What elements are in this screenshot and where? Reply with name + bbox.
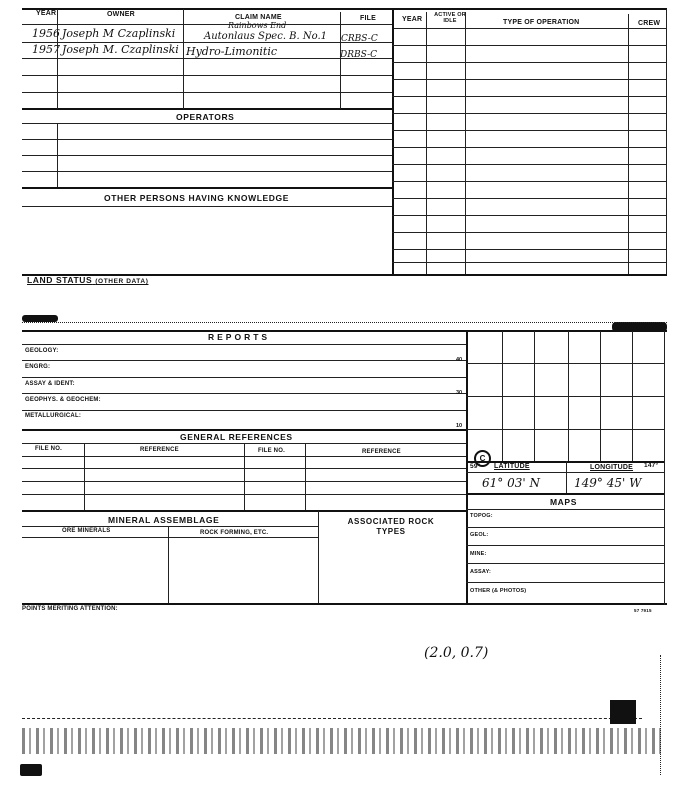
grid-line <box>466 396 664 397</box>
torn-edge <box>22 322 667 323</box>
row-line <box>392 249 667 250</box>
right-border <box>666 9 667 276</box>
land-status-heading <box>27 275 148 285</box>
ref-reference-1: REFERENCE <box>140 447 179 453</box>
row-line <box>466 472 664 473</box>
ref-file-no-1: FILE NO. <box>35 446 62 452</box>
header-rule-left <box>22 24 392 25</box>
col-divider <box>318 511 319 604</box>
entry-1-owner: Joseph M Czaplinski <box>62 27 176 40</box>
entry-1-claim-above: Rainbows End <box>228 21 287 30</box>
row-line <box>392 198 667 199</box>
row-line <box>22 360 466 361</box>
report-engrg: ENGRG: <box>25 364 51 370</box>
ref-reference-2: REFERENCE <box>362 449 401 455</box>
maps-geol: GEOL: <box>470 532 489 538</box>
report-metallurgical: METALLURGICAL: <box>25 413 82 419</box>
row-line <box>22 510 466 512</box>
row-line <box>22 187 392 189</box>
grid-line <box>466 363 664 364</box>
entry-2-owner: Joseph M. Czaplinski <box>62 43 179 56</box>
col-divider <box>628 14 629 274</box>
longitude-value: 149° 45' W <box>574 476 642 490</box>
row-line <box>392 181 667 182</box>
row-line <box>22 393 466 394</box>
form-number: 57 7915 <box>634 608 652 613</box>
scan-blot <box>610 700 636 724</box>
land-status-label: LAND STATUS <box>27 275 93 285</box>
row-line <box>392 147 667 148</box>
longitude-suffix: 147° <box>644 462 659 469</box>
row-line <box>392 113 667 114</box>
row-line <box>466 509 664 510</box>
scan-edge <box>22 718 642 719</box>
ref-file-no-2: FILE NO. <box>258 448 285 454</box>
maps-topog: TOPOG: <box>470 513 493 519</box>
maps-other: OTHER (& PHOTOS) <box>470 588 527 594</box>
row-line <box>22 139 392 140</box>
col-crew: CREW <box>638 20 661 27</box>
row-line <box>22 410 466 411</box>
row-line <box>22 537 318 538</box>
latitude-prefix: 59° <box>470 463 481 470</box>
col-divider <box>183 9 184 109</box>
row-line <box>392 130 667 131</box>
row-line <box>466 527 664 528</box>
report-geology: GEOLOGY: <box>25 348 59 354</box>
row-line <box>22 526 318 527</box>
header-rule-right <box>392 28 667 29</box>
col-active-idle: ACTIVE OR IDLE <box>434 12 466 24</box>
bottom-rule <box>22 603 667 605</box>
col-owner: OWNER <box>107 11 135 18</box>
operators-heading: OPERATORS <box>176 112 235 122</box>
longitude-label: LONGITUDE <box>590 464 634 471</box>
col-divider <box>57 123 58 187</box>
col-divider <box>426 12 427 274</box>
row-line <box>466 493 664 495</box>
entry-1-year: 1956 <box>32 27 60 40</box>
row-line <box>22 42 392 43</box>
rock-forming-label: ROCK FORMING, ETC. <box>200 530 269 536</box>
row-line <box>22 108 392 110</box>
row-line <box>22 206 392 207</box>
col-year: YEAR <box>36 10 57 17</box>
maps-heading: MAPS <box>550 497 577 507</box>
col-divider <box>566 461 567 493</box>
row-line <box>392 215 667 216</box>
col-claim-name: CLAIM NAME <box>235 14 282 21</box>
scan-edge <box>660 655 661 775</box>
row-line <box>22 75 392 76</box>
entry-1-file: CRBS-C <box>341 34 378 44</box>
reports-top-rule <box>22 330 667 332</box>
grid-line <box>466 429 664 430</box>
col-divider <box>340 12 341 109</box>
row-line <box>22 123 392 124</box>
latitude-label: LATITUDE <box>494 463 530 470</box>
maps-assay: ASSAY: <box>470 569 492 575</box>
row-line <box>22 92 392 93</box>
col-divider <box>465 12 466 274</box>
ink-smudge <box>22 315 58 322</box>
entry-2-year: 1957 <box>32 43 60 56</box>
row-line <box>392 164 667 165</box>
report-num-10: 10 <box>456 423 463 429</box>
row-line <box>392 262 667 263</box>
col-divider <box>305 443 306 510</box>
maps-mine: MINE: <box>470 551 487 557</box>
row-line <box>22 377 466 378</box>
entry-1-claim: Autonlaus Spec. B. No.1 <box>204 31 328 42</box>
ore-minerals-label: ORE MINERALS <box>62 528 111 534</box>
row-line <box>392 96 667 97</box>
center-divider <box>392 9 394 274</box>
row-line <box>392 62 667 63</box>
report-num-30: 30 <box>456 390 463 396</box>
row-line <box>22 155 392 156</box>
col-year-2: YEAR <box>402 16 423 23</box>
col-type-operation: TYPE OF OPERATION <box>503 19 580 26</box>
circle-mark: C <box>474 450 491 467</box>
associated-rock-types-heading: ASSOCIATED ROCK TYPES <box>347 517 435 536</box>
col-divider <box>84 443 85 510</box>
row-line <box>22 58 392 59</box>
report-assay: ASSAY & IDENT: <box>25 381 75 387</box>
points-meriting-attention: POINTS MERITING ATTENTION: <box>22 606 118 612</box>
col-divider <box>57 9 58 109</box>
col-divider <box>168 526 169 604</box>
row-line <box>466 545 664 546</box>
other-persons-heading: OTHER PERSONS HAVING KNOWLEDGE <box>104 193 290 203</box>
mineral-assemblage-heading: MINERAL ASSEMBLAGE <box>108 515 220 525</box>
report-geophys: GEOPHYS. & GEOCHEM: <box>25 397 101 403</box>
scan-noise-band <box>22 728 662 754</box>
row-line <box>466 563 664 564</box>
col-file: FILE <box>360 15 376 22</box>
land-status-sub: (OTHER DATA) <box>95 278 149 285</box>
col-divider <box>244 443 245 510</box>
row-line <box>392 45 667 46</box>
right-border <box>664 331 665 605</box>
row-line <box>22 344 466 345</box>
latitude-value: 61° 03' N <box>482 476 540 490</box>
top-border <box>22 8 667 10</box>
reports-heading: REPORTS <box>208 332 271 342</box>
general-references-heading: GENERAL REFERENCES <box>180 432 293 442</box>
row-line <box>392 79 667 80</box>
report-num-40: 40 <box>456 357 463 363</box>
row-line <box>466 582 664 583</box>
row-line <box>392 232 667 233</box>
handwritten-note: (2.0, 0.7) <box>424 645 489 661</box>
scan-blot <box>20 764 42 776</box>
entry-2-claim: Hydro-Limonitic <box>186 45 278 58</box>
row-line <box>22 171 392 172</box>
entry-2-file: DRBS-C <box>340 50 378 60</box>
row-line <box>22 429 466 431</box>
